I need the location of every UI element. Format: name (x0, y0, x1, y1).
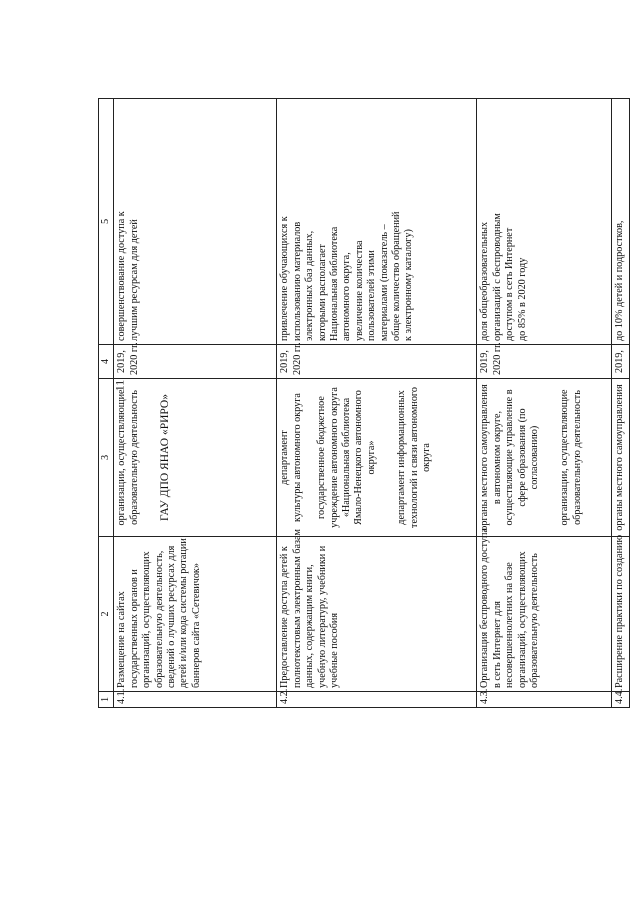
row-number: 4.4. (612, 692, 629, 708)
measure-cell: Организация беспроводного доступа в сеть Интернет для несовершеннолетних на базе организаций, осуществляющих образовательную деятельность (477, 537, 612, 692)
executor-cell: органы местного самоуправления (612, 379, 629, 537)
column-header-1: 1 (99, 692, 114, 708)
column-header-4: 4 (99, 345, 114, 379)
measures-table (98, 98, 630, 708)
column-header-2: 2 (99, 537, 114, 692)
measure-cell: Расширение практики по созданию (612, 537, 629, 692)
row-number: 4.2. (277, 692, 477, 708)
page-number: 11 (112, 379, 127, 392)
column-header-3: 3 (99, 379, 114, 537)
row-number: 4.3. (477, 692, 612, 708)
executor-cell: организации, осуществляющие образовательную деятельность ГАУ ДПО ЯНАО «РИРО» (114, 379, 277, 537)
result-cell: привлечение обучающихся к использованию материалов электронных баз данных, которыми располагает Национальная библиотека автономного округа, увеличение количества пользователей этими материалами (показатель – общее количество обращений к электронному каталогу) (277, 99, 477, 345)
rotated-table-sheet (98, 98, 626, 708)
period-cell: 2019, 2020 гг. (477, 345, 612, 379)
measure-cell: Размещение на сайтах государственных органов и организаций, осуществляющих образовательную деятельность, сведений о лучших ресурсах для детей и/или кода системы ротации баннеров сайта «Сетевичок» (114, 537, 277, 692)
table-row (612, 99, 629, 708)
result-cell: доля общеобразовательных организаций с беспроводным доступом в сеть Интернет до 85% в 2020 году (477, 99, 612, 345)
result-cell: совершенствование доступа к лучшим ресурсам для детей (114, 99, 277, 345)
executor-cell: органы местного самоуправления в автономном округе, осуществляющие управление в сфере образования (по согласованию) организации, осуществляющие образовательную деятельность (477, 379, 612, 537)
period-cell: 2019, 2020 гг. (114, 345, 277, 379)
result-cell: до 10% детей и подростков, (612, 99, 629, 345)
row-number: 4.1. (114, 692, 277, 708)
table-row (477, 99, 612, 708)
header-row (99, 99, 114, 708)
period-cell: 2019, (612, 345, 629, 379)
column-header-5: 5 (99, 99, 114, 345)
table-row (277, 99, 477, 708)
measure-cell: Предоставление доступа детей к полнотекстовым электронным базам данных, содержащим книги, учебную литературу, учебники и учебные пособия (277, 537, 477, 692)
executor-cell: департамент культуры автономного округа государственное бюджетное учреждение автономного округа «Национальная библиотека Ямало-Ненецкого автономного округа» департамент информационных технологий и связи автономного округа (277, 379, 477, 537)
table-row (114, 99, 277, 708)
period-cell: 2019, 2020 гг. (277, 345, 477, 379)
